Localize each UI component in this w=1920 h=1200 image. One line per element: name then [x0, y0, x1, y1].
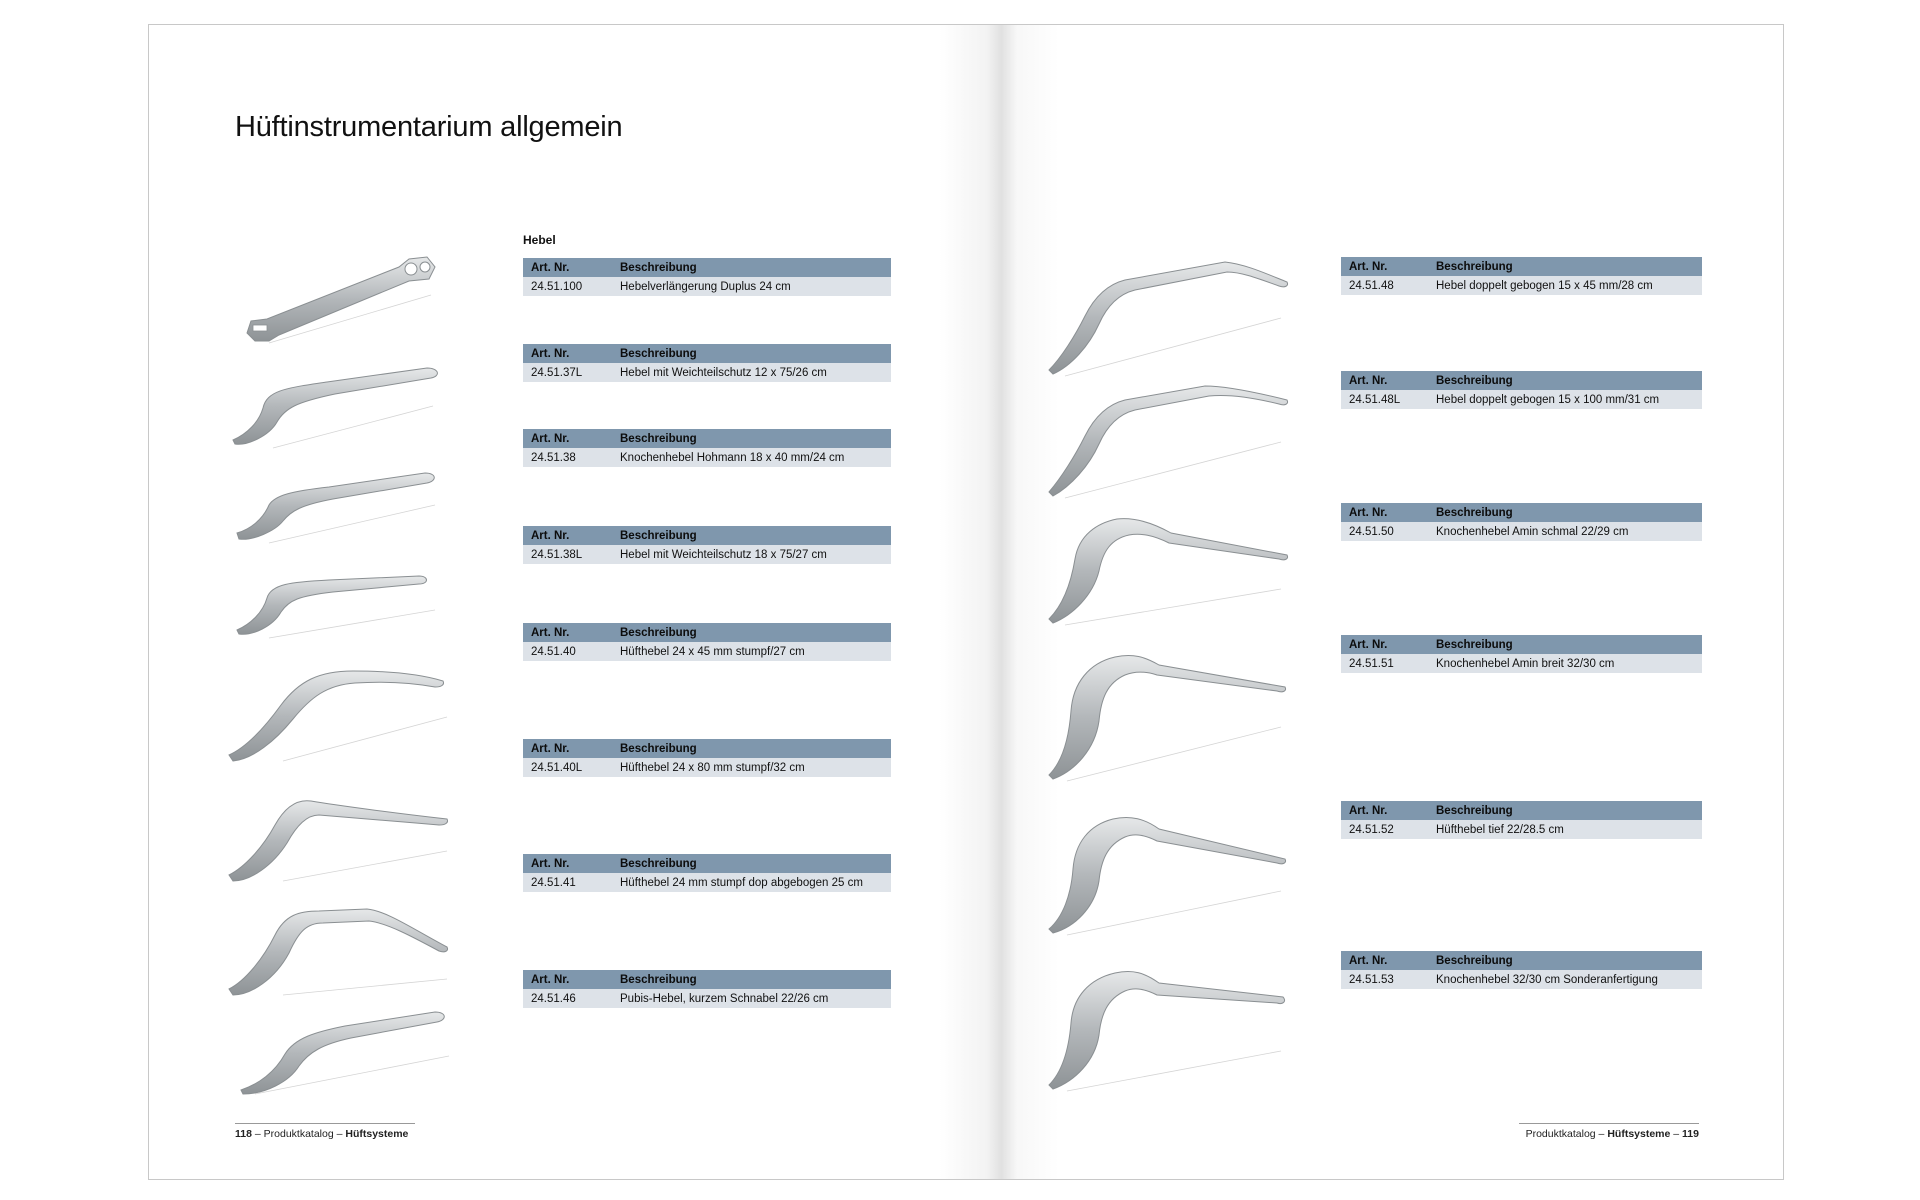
product-table-24-51-38	[523, 429, 891, 467]
col-beschreibung: Beschreibung	[620, 261, 697, 274]
table-row	[523, 448, 891, 467]
catalog-spread	[148, 24, 1784, 1180]
col-art-nr: Art. Nr.	[1349, 506, 1388, 519]
beschreibung: Hebel mit Weichteilschutz 18 x 75/27 cm	[620, 548, 827, 561]
col-art-nr: Art. Nr.	[1349, 260, 1388, 273]
product-table-24-51-51	[1341, 635, 1702, 673]
instrument-image-24-51-52	[1045, 783, 1295, 943]
art-nr: 24.51.41	[531, 876, 576, 889]
product-table-24-51-41	[523, 854, 891, 892]
col-art-nr: Art. Nr.	[1349, 374, 1388, 387]
col-art-nr: Art. Nr.	[1349, 638, 1388, 651]
footer-separator: –	[1595, 1128, 1608, 1140]
col-art-nr: Art. Nr.	[1349, 804, 1388, 817]
col-art-nr: Art. Nr.	[1349, 954, 1388, 967]
instrument-image-24-51-53	[1045, 939, 1295, 1099]
product-table-24-51-52	[1341, 801, 1702, 839]
table-header	[523, 854, 891, 873]
art-nr: 24.51.40	[531, 645, 576, 658]
art-nr: 24.51.48	[1349, 279, 1394, 292]
col-beschreibung: Beschreibung	[1436, 638, 1513, 651]
table-header	[523, 258, 891, 277]
instrument-image-24-51-48l	[1045, 360, 1295, 500]
table-row	[523, 545, 891, 564]
instrument-image-24-51-48	[1045, 240, 1295, 380]
section-label: Hebel	[523, 233, 556, 247]
col-beschreibung: Beschreibung	[1436, 374, 1513, 387]
product-table-24-51-53	[1341, 951, 1702, 989]
table-header	[523, 739, 891, 758]
art-nr: 24.51.46	[531, 992, 576, 1005]
beschreibung: Pubis-Hebel, kurzem Schnabel 22/26 cm	[620, 992, 829, 1005]
beschreibung: Hebel doppelt gebogen 15 x 45 mm/28 cm	[1436, 279, 1653, 292]
footer-catalog: Produktkatalog	[263, 1128, 334, 1140]
table-row	[523, 989, 891, 1008]
product-table-24-51-38l	[523, 526, 891, 564]
instrument-image-hebelverlaengerung	[239, 245, 439, 345]
page-number-left: 118	[235, 1128, 252, 1140]
col-beschreibung: Beschreibung	[620, 742, 697, 755]
product-table-24-51-48	[1341, 257, 1702, 295]
instrument-image-24-51-46	[235, 990, 455, 1100]
table-row	[1341, 654, 1702, 673]
instrument-image-24-51-38l	[229, 540, 449, 640]
art-nr: 24.51.52	[1349, 823, 1394, 836]
page-title: Hüftinstrumentarium allgemein	[235, 111, 623, 143]
table-header	[1341, 371, 1702, 390]
footer-catalog: Produktkatalog	[1525, 1128, 1596, 1140]
col-beschreibung: Beschreibung	[1436, 954, 1513, 967]
product-table-24-51-40l	[523, 739, 891, 777]
beschreibung: Hüfthebel tief 22/28.5 cm	[1436, 823, 1564, 836]
table-header	[523, 526, 891, 545]
product-table-24-51-50	[1341, 503, 1702, 541]
table-row	[1341, 522, 1702, 541]
table-row	[523, 873, 891, 892]
art-nr: 24.51.37L	[531, 366, 583, 379]
beschreibung: Knochenhebel 32/30 cm Sonderanfertigung	[1436, 973, 1658, 986]
footer-separator: –	[333, 1128, 346, 1140]
beschreibung: Hebelverlängerung Duplus 24 cm	[620, 280, 791, 293]
table-header	[1341, 257, 1702, 276]
footer-separator: –	[251, 1128, 264, 1140]
instrument-image-24-51-40l	[223, 765, 453, 885]
table-header	[523, 623, 891, 642]
col-art-nr: Art. Nr.	[531, 347, 570, 360]
art-nr: 24.51.40L	[531, 761, 583, 774]
table-header	[1341, 635, 1702, 654]
art-nr: 24.51.48L	[1349, 393, 1401, 406]
col-beschreibung: Beschreibung	[620, 973, 697, 986]
col-beschreibung: Beschreibung	[1436, 506, 1513, 519]
footer-right	[1519, 1123, 1699, 1140]
table-row	[1341, 390, 1702, 409]
col-beschreibung: Beschreibung	[620, 529, 697, 542]
footer-section: Hüftsysteme	[1607, 1128, 1671, 1140]
art-nr: 24.51.100	[531, 280, 583, 293]
col-art-nr: Art. Nr.	[531, 973, 570, 986]
table-row	[523, 277, 891, 296]
footer-left	[235, 1123, 415, 1140]
art-nr: 24.51.50	[1349, 525, 1394, 538]
footer-separator: –	[1670, 1128, 1683, 1140]
product-table-24-51-46	[523, 970, 891, 1008]
col-art-nr: Art. Nr.	[531, 529, 570, 542]
instrument-image-24-51-50	[1045, 487, 1295, 627]
page-gutter	[939, 25, 1059, 1179]
beschreibung: Hüfthebel 24 x 80 mm stumpf/32 cm	[620, 761, 805, 774]
table-row	[523, 758, 891, 777]
beschreibung: Hebel doppelt gebogen 15 x 100 mm/31 cm	[1436, 393, 1660, 406]
product-table-24-51-100	[523, 258, 891, 296]
col-beschreibung: Beschreibung	[1436, 260, 1513, 273]
page-number-right: 119	[1682, 1128, 1699, 1140]
table-row	[1341, 276, 1702, 295]
table-row	[523, 642, 891, 661]
instrument-image-24-51-40	[223, 635, 453, 765]
col-art-nr: Art. Nr.	[531, 261, 570, 274]
product-table-24-51-37l	[523, 344, 891, 382]
col-beschreibung: Beschreibung	[620, 432, 697, 445]
instrument-image-24-51-41	[223, 875, 453, 1000]
col-art-nr: Art. Nr.	[531, 626, 570, 639]
table-header	[1341, 503, 1702, 522]
instrument-image-24-51-51	[1045, 625, 1295, 785]
col-beschreibung: Beschreibung	[620, 347, 697, 360]
art-nr: 24.51.38	[531, 451, 576, 464]
art-nr: 24.51.38L	[531, 548, 583, 561]
col-beschreibung: Beschreibung	[620, 626, 697, 639]
art-nr: 24.51.51	[1349, 657, 1394, 670]
instrument-image-24-51-37l	[227, 350, 447, 450]
col-beschreibung: Beschreibung	[620, 857, 697, 870]
beschreibung: Knochenhebel Amin schmal 22/29 cm	[1436, 525, 1629, 538]
table-header	[1341, 951, 1702, 970]
beschreibung: Knochenhebel Amin breit 32/30 cm	[1436, 657, 1615, 670]
footer-section: Hüftsysteme	[345, 1128, 409, 1140]
beschreibung: Hebel mit Weichteilschutz 12 x 75/26 cm	[620, 366, 827, 379]
beschreibung: Knochenhebel Hohmann 18 x 40 mm/24 cm	[620, 451, 845, 464]
beschreibung: Hüfthebel 24 mm stumpf dop abgebogen 25 cm	[620, 876, 863, 889]
table-header	[523, 429, 891, 448]
col-art-nr: Art. Nr.	[531, 857, 570, 870]
table-row	[1341, 820, 1702, 839]
table-row	[523, 363, 891, 382]
beschreibung: Hüfthebel 24 x 45 mm stumpf/27 cm	[620, 645, 805, 658]
product-table-24-51-48l	[1341, 371, 1702, 409]
art-nr: 24.51.53	[1349, 973, 1394, 986]
table-header	[523, 344, 891, 363]
col-art-nr: Art. Nr.	[531, 432, 570, 445]
table-header	[523, 970, 891, 989]
table-header	[1341, 801, 1702, 820]
table-row	[1341, 970, 1702, 989]
col-beschreibung: Beschreibung	[1436, 804, 1513, 817]
instrument-image-24-51-38	[229, 445, 449, 545]
product-table-24-51-40	[523, 623, 891, 661]
col-art-nr: Art. Nr.	[531, 742, 570, 755]
